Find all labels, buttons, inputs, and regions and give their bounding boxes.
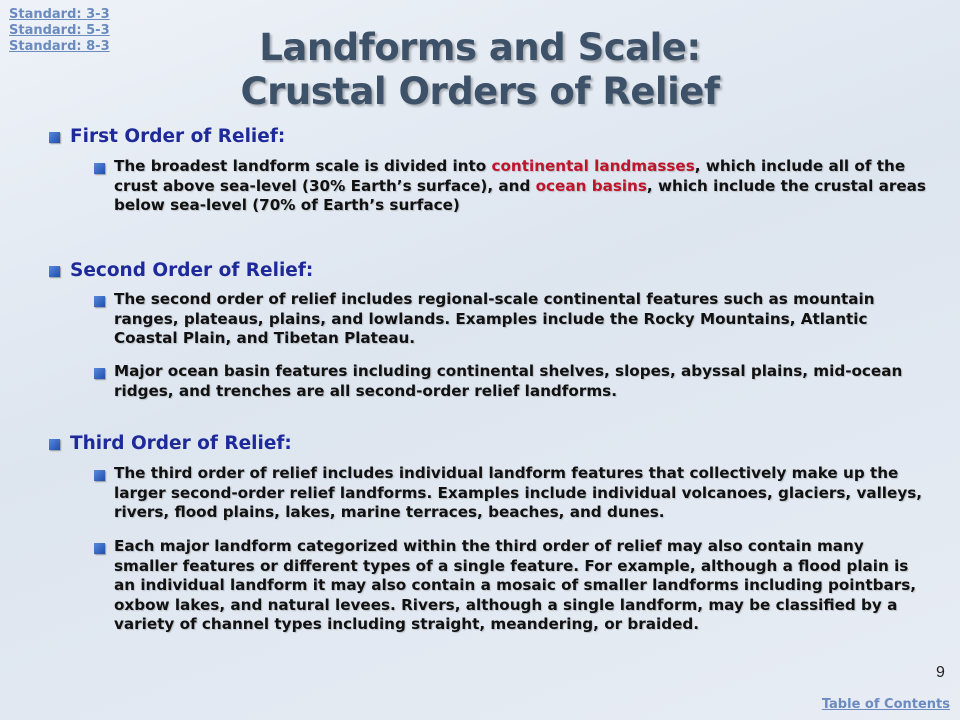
section-heading-second-order: Second Order of Relief:	[70, 260, 314, 281]
sub-bullet-icon	[94, 296, 105, 307]
sub-bullet-icon	[94, 470, 105, 481]
standard-link-8-3[interactable]: Standard: 8-3	[9, 39, 110, 54]
third-order-text-1: The third order of relief includes individual landform features that collectively make up the larger second-order relief landforms. Examples include individual volcanoes, glaciers, valleys, rivers, flood plains, lakes, marine terraces, beaches, and dunes.	[114, 464, 923, 521]
highlight-ocean-basins: ocean basins	[535, 176, 647, 195]
sub-bullet-icon	[94, 163, 105, 174]
sub-bullet-icon	[94, 368, 105, 379]
second-order-text-2: Major ocean basin features including continental shelves, slopes, abyssal plains, mid-ocean ridges, and trenches are all second-order relief landforms.	[114, 362, 903, 400]
section-bullet-icon	[49, 439, 60, 450]
standard-link-5-3[interactable]: Standard: 5-3	[9, 23, 110, 38]
table-of-contents-link[interactable]: Table of Contents	[821, 697, 950, 712]
highlight-continental-landmasses: continental landmasses	[491, 157, 695, 175]
section-heading-third-order: Third Order of Relief:	[70, 433, 292, 454]
first-order-text	[114, 157, 929, 216]
text-run: , which include the crustal areas below sea-level (70% of Earth’s surface)	[114, 176, 926, 214]
standard-link-3-3[interactable]: Standard: 3-3	[9, 7, 110, 22]
sub-bullet-icon	[94, 543, 105, 554]
text-run: , which include all of the crust above sea-level (30% Earth’s surface), and	[114, 157, 906, 195]
slide-title-line-2: Crustal Orders of Relief	[240, 70, 720, 113]
section-bullet-icon	[49, 266, 60, 277]
section-heading-first-order: First Order of Relief:	[70, 126, 286, 147]
page-number: 9	[936, 664, 945, 681]
slide-title-line-1: Landforms and Scale:	[259, 26, 701, 69]
slide-title	[0, 26, 960, 114]
section-bullet-icon	[49, 132, 60, 143]
third-order-text-2: Each major landform categorized within the third order of relief may also contain many smaller features or different types of a single feature. For example, although a flood plain is an individual landform it may also contain a mosaic of smaller landforms including pointbars, oxbow lakes, and natural levees. Rivers, although a single landform, may be classified by a variety of channel types including straight, meandering, or braided.	[114, 537, 917, 633]
second-order-text-1: The second order of relief includes regional-scale continental features such as mountain ranges, plateaus, plains, and lowlands. Examples include the Rocky Mountains, Atlantic Coastal Plain, and Tibetan Plateau.	[114, 290, 875, 347]
text-run: The broadest landform scale is divided into	[114, 157, 492, 175]
